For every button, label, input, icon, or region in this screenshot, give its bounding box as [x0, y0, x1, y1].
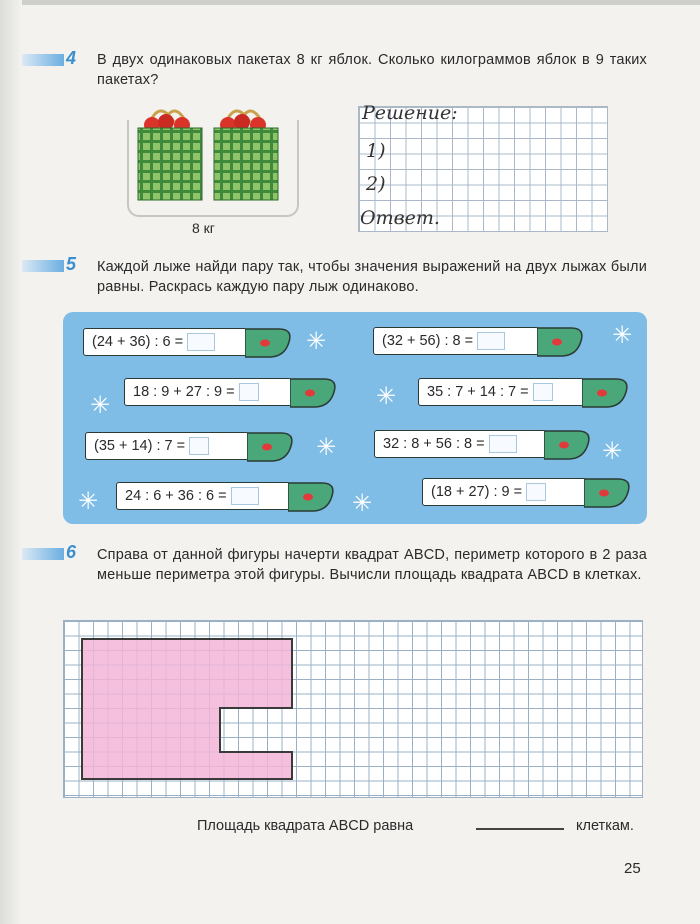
ski-expression: (35 + 14) : 7 =: [94, 438, 186, 454]
ski-expression: 35 : 7 + 14 : 7 =: [427, 384, 529, 400]
ski-tip: [584, 478, 632, 508]
answer-label: Ответ.: [360, 207, 440, 229]
task-5-number: 5: [66, 254, 77, 274]
ski-8[interactable]: [422, 478, 632, 508]
ski-6[interactable]: [418, 378, 630, 408]
ski-2[interactable]: [124, 378, 336, 408]
ski-expression: (18 + 27) : 9 =: [431, 484, 523, 500]
task-4-bar: [22, 54, 64, 66]
ski-expression: (24 + 36) : 6 =: [92, 334, 184, 350]
ski-answer-box[interactable]: [231, 487, 259, 505]
ski-expression: 32 : 8 + 56 : 8 =: [383, 436, 485, 452]
task-4-number: 4: [66, 48, 77, 68]
task-6-number: 6: [66, 542, 77, 562]
snowflake-icon: ✳: [376, 383, 397, 410]
area-answer-line[interactable]: [476, 828, 564, 830]
task-5-text: Каждой лыже найди пару так, чтобы значения выражений на двух лыжах были равны. Раскрась каждую пару лыж одинаково.: [97, 259, 647, 295]
ski-tip: [544, 430, 592, 460]
page-top-edge: [0, 0, 700, 5]
snowflake-icon: ✳: [602, 438, 623, 465]
ski-3[interactable]: [85, 432, 295, 462]
area-suffix: клеткам.: [576, 818, 634, 834]
ski-answer-box[interactable]: [533, 383, 553, 401]
ski-answer-box[interactable]: [526, 483, 546, 501]
ski-answer-box[interactable]: [189, 437, 209, 455]
ski-4[interactable]: [116, 482, 336, 512]
task-5-bar: [22, 260, 64, 272]
ski-expression: (32 + 56) : 8 =: [382, 333, 474, 349]
pink-figure: [64, 621, 642, 797]
ski-1[interactable]: [83, 328, 293, 358]
ski-answer-box[interactable]: [477, 332, 505, 350]
task-6-text: Справа от данной фигуры начерти квадрат ABCD, периметр которого в 2 раза меньше периметра этой фигуры. Вычисли площадь квадрата ABCD в клетках.: [97, 547, 647, 583]
solution-step-2: 2): [366, 173, 386, 195]
bag-left: [138, 111, 202, 200]
snowflake-icon: ✳: [78, 488, 99, 515]
page-number: 25: [624, 860, 641, 877]
ski-7[interactable]: [374, 430, 592, 460]
snowflake-icon: ✳: [316, 434, 337, 461]
ski-5[interactable]: [373, 327, 585, 357]
ski-tip: [537, 327, 585, 357]
apple-bags-illustration: [130, 100, 290, 210]
area-prefix: Площадь квадрата ABCD равна: [197, 818, 414, 834]
ski-tip: [290, 378, 338, 408]
bag-right: [214, 111, 278, 200]
ski-answer-box[interactable]: [239, 383, 259, 401]
ski-tip: [288, 482, 336, 512]
snowflake-icon: ✳: [90, 392, 111, 419]
snowflake-icon: ✳: [352, 490, 373, 517]
snowflake-icon: ✳: [612, 322, 633, 349]
task-4-text: В двух одинаковых пакетах 8 кг яблок. Сколько килограммов яблок в 9 таких пакетах?: [97, 52, 647, 88]
ski-tip: [247, 432, 295, 462]
drawing-grid[interactable]: [63, 620, 643, 798]
ski-answer-box[interactable]: [187, 333, 215, 351]
task-6-bar: [22, 548, 64, 560]
ski-tip: [245, 328, 293, 358]
solution-label: Решение:: [362, 102, 458, 124]
page-binding-shadow: [0, 0, 22, 924]
ski-answer-box[interactable]: [489, 435, 517, 453]
ski-expression: 18 : 9 + 27 : 9 =: [133, 384, 235, 400]
snowflake-icon: ✳: [306, 328, 327, 355]
ski-tip: [582, 378, 630, 408]
bags-weight-label: 8 кг: [192, 220, 215, 236]
ski-expression: 24 : 6 + 36 : 6 =: [125, 488, 227, 504]
solution-step-1: 1): [366, 140, 386, 162]
